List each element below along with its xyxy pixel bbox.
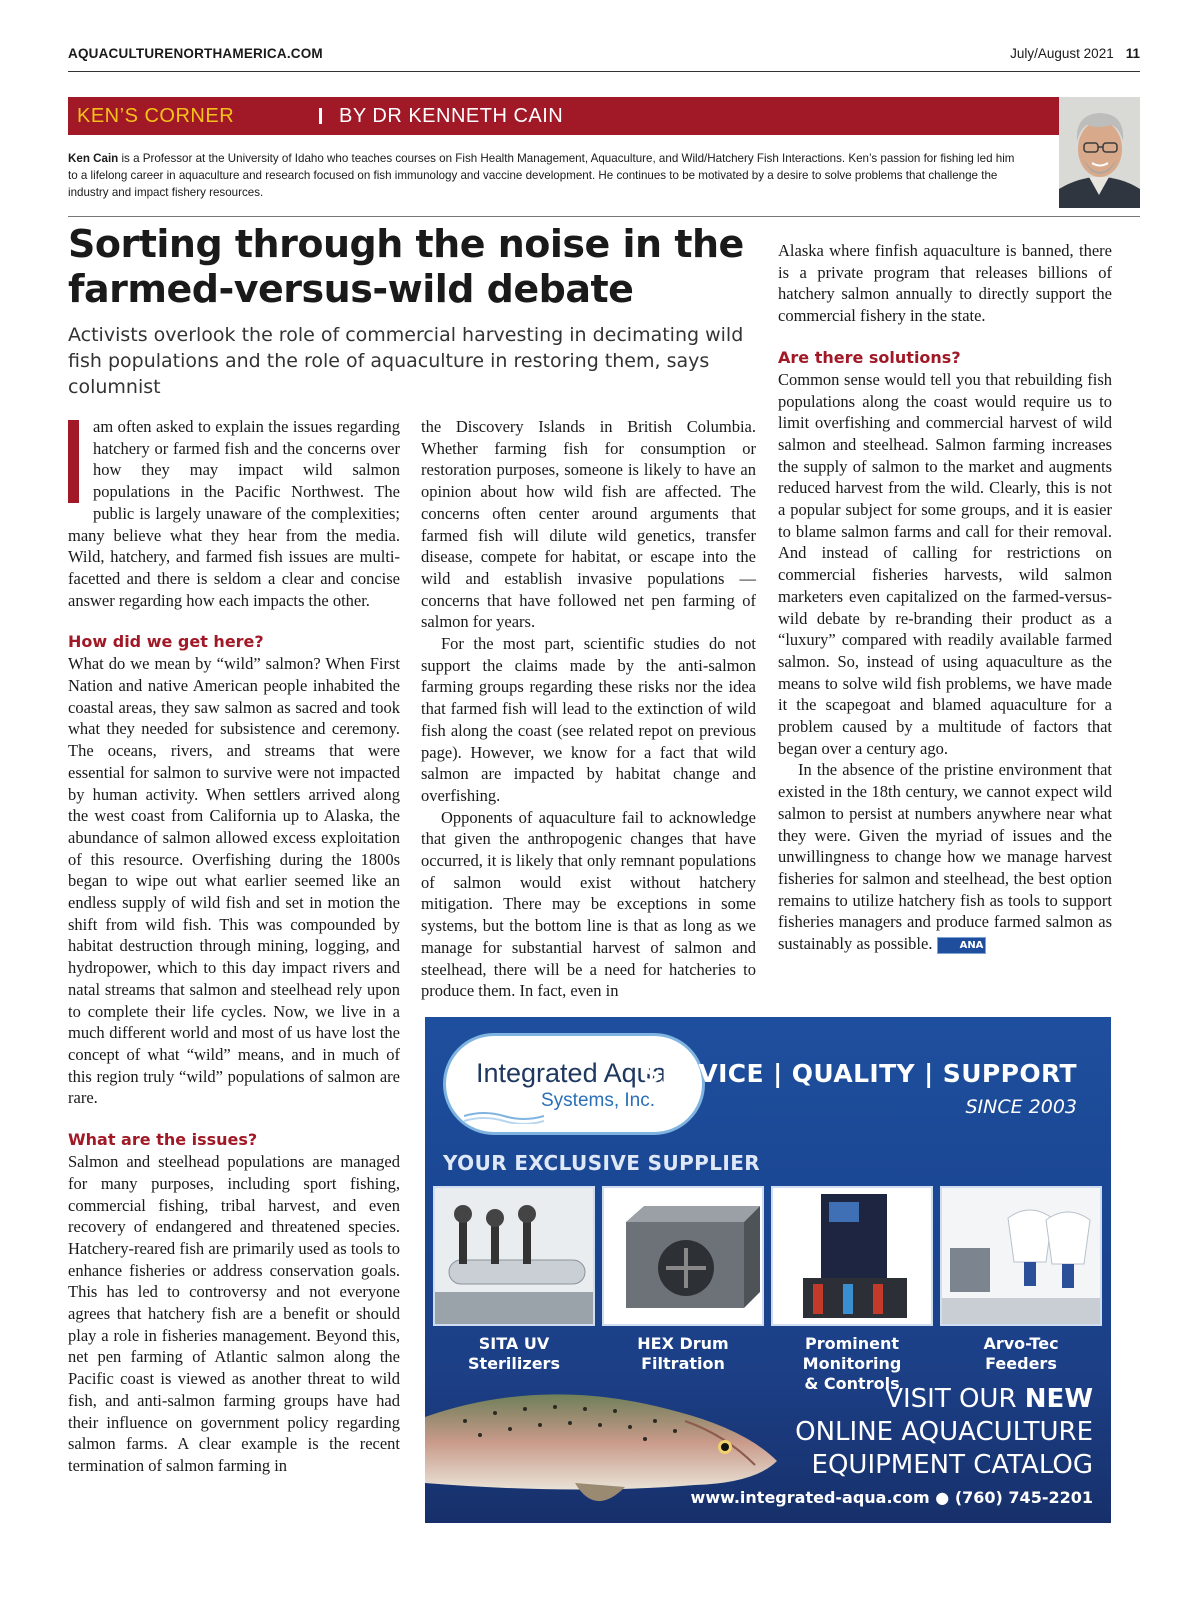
product-label-line: HEX Drum: [637, 1334, 729, 1353]
article-headline: Sorting through the noise in the farmed-versus-wild debate: [68, 222, 744, 311]
feeder-icon: [942, 1188, 1102, 1326]
product-label-line: Prominent Monitoring: [802, 1334, 902, 1373]
paragraph: the Discovery Islands in British Columbia. Whether farming fish for consumption or restoration purposes, someone is likely to have an opinion about how wild fish are affected. The concerns often center around arguments that farmed fish will dilute wild genetics, transfer disease, compete for habitat, or escape into the wild and establish invasive populations — concerns that have followed net pen farming of salmon for years.: [421, 417, 756, 632]
paragraph: For the most part, scientific studies do not support the claims made by the anti-salmon farming groups regarding these risks nor the idea that farmed fish will lead to the extinction of wild fish along the coast (see related repot on previous page). However, we know for a fact that wild salmon are impacted by habitat change and overfishing.: [421, 634, 756, 805]
product-label-line: SITA UV: [478, 1334, 550, 1353]
ad-since: SINCE 2003: [965, 1096, 1077, 1118]
banner-divider: [319, 108, 322, 124]
ad-logo-subtitle: Systems, Inc.: [541, 1090, 656, 1111]
product-label-line: Feeders: [985, 1354, 1057, 1373]
ad-contact: [691, 1488, 1093, 1507]
product-label-line: Sterilizers: [468, 1354, 560, 1373]
product-label-line: & Controls: [804, 1374, 900, 1393]
subhead-what-are-the-issues: What are the issues?: [68, 1130, 258, 1150]
visit-line-3: EQUIPMENT CATALOG: [811, 1450, 1093, 1480]
closing-text: In the absence of the pristine environment that existed in the 18th century, we cannot expect wild salmon to persist at numbers anywhere near what they were. Given the myriad of issues and the unwillingness to change how we manage harvest fisheries for salmon and steelhead, the best option remains to utilize hatchery fish as tools to support fisheries managers and produce farmed salmon as sustainably as possible.: [778, 760, 1112, 954]
paragraph: Opponents of aquaculture fail to acknowledge that given the anthropogenic changes that have occurred, it is likely that only remnant populations of salmon would exist without hatchery mitigation. There may be exceptions in some systems, but the bottom line is that as long as we manage for substantial harvest of salmon and steelhead, there will be a need for hatcheries to produce them. In fact, even in: [421, 807, 756, 1001]
ad-phone[interactable]: (760) 745-2201: [954, 1488, 1093, 1507]
end-mark-badge: ANA: [937, 937, 987, 954]
wave-icon: [464, 1110, 544, 1124]
visit-line-1: [885, 1384, 1093, 1414]
intro-text: am often asked to explain the issues regarding hatchery or farmed fish and the concerns over how they may impact wild salmon populations in the Pacific Northwest. The public is largely unaware of the complexities; many believe what they hear from the media. Wild, hatchery, and farmed fish issues are multi-facetted and there is seldom a clear and concise answer regarding how each impacts the other.: [68, 417, 400, 610]
drop-cap-i: [68, 420, 79, 503]
product-image-feeders: [940, 1186, 1102, 1326]
article-column-2: [421, 416, 756, 1002]
product-image-drum: [602, 1186, 764, 1326]
ad-visit-catalog[interactable]: [795, 1383, 1093, 1482]
uv-sterilizer-icon: [435, 1188, 595, 1326]
subhead-how-did-we-get-here: How did we get here?: [68, 632, 264, 652]
subhead-are-there-solutions: Are there solutions?: [778, 347, 961, 367]
bio-name: Ken Cain: [68, 152, 119, 165]
article-deck: Activists overlook the role of commercial harvesting in decimating wild fish populations and the role of aquaculture in restoring them, says columnist: [68, 324, 744, 398]
product-image-controls: [771, 1186, 933, 1326]
author-bio: [68, 150, 1018, 201]
product-label-line: Arvo-Tec: [983, 1334, 1059, 1353]
ad-website-link[interactable]: www.integrated-aqua.com: [690, 1488, 930, 1507]
article-column-1: [68, 416, 400, 1477]
product-image-uv: [433, 1186, 595, 1326]
paragraph: Common sense would tell you that rebuilding fish populations along the coast would require us to limit overfishing and commercial harvest of wild salmon and steelhead. Salmon farming increases the supply of salmon to the market and augments reduced harvest from the wild. Clearly, this is not a popular subject for some groups, and it is easier to blame salmon farms and call for their removal. And instead of calling for restrictions on commercial fisheries harvests, wild salmon marketers even capitalized on the farmed-versus-wild debate by re-branding their product as a “luxury” compared with readily available farmed salmon. So, instead of using aquaculture as the means to solve wild fish problems, we have made it the scapegoat and blamed aquaculture for a problem caused by a multitude of factors that began over a century ago.: [778, 369, 1112, 758]
bullet-icon: ●: [935, 1488, 950, 1507]
paragraph: Alaska where finfish aquaculture is banned, there is a private program that releases billions of hatchery salmon annually to directly support the commercial fishery in the state.: [778, 241, 1112, 326]
ad-logo-name: Integrated Aqua: [476, 1058, 667, 1088]
column-byline: BY DR KENNETH CAIN: [339, 105, 564, 127]
issue-date: [1010, 46, 1140, 61]
drum-filter-icon: [604, 1188, 764, 1326]
bio-text: is a Professor at the University of Idaho who teaches courses on Fish Health Management, Aquaculture, and Wild/Hatchery Fish Interactions. Ken’s passion for fishing led him to a lifelong career in aquaculture and research focused on fish immunology and vaccine development. He continues to be motivated by a desire to solve problems that challenge the industry and impact fishery resources.: [68, 152, 1015, 199]
control-panel-icon: [773, 1188, 933, 1326]
product-label-feeders: [940, 1334, 1102, 1374]
issue-label: July/August 2021: [1010, 46, 1114, 61]
site-url[interactable]: AQUACULTURENORTHAMERICA.COM: [68, 46, 323, 61]
intro-paragraph: [68, 416, 400, 611]
author-portrait-icon: [1059, 97, 1140, 208]
author-photo: [1059, 97, 1140, 208]
closing-paragraph: [778, 759, 1112, 954]
visit-line-1-text: VISIT OUR: [885, 1384, 1025, 1414]
running-header: [68, 44, 1140, 72]
visit-line-2: ONLINE AQUACULTURE: [795, 1417, 1093, 1447]
advertisement[interactable]: [425, 1017, 1111, 1523]
paragraph: Salmon and steelhead populations are managed for many purposes, including sport fishing, commercial fishing, tribal harvest, and even recovery of endangered and threatened species. Hatchery-reared fish are primarily used as tools to enhance fisheries or address conservation goals. This has led to controversy and not everyone agrees that hatchery fish are a benefit or should play a role in fisheries management. Beyond this, net pen farming of Atlantic salmon along the Pacific coast is viewed as another threat to wild fish, and anti-salmon farming groups have had their influence on government policy regarding salmon farms. A clear example is the recent termination of salmon farming in: [68, 1152, 400, 1475]
product-label-line: Filtration: [641, 1354, 725, 1373]
visit-line-1-bold: NEW: [1024, 1384, 1093, 1414]
paragraph: What do we mean by “wild” salmon? When First Nation and native American people inhabited the coastal areas, they saw salmon as sacred and took what they needed for subsistence and ceremony. The oceans, rivers, and streams that were essential for salmon to survive were not impacted by human activity. When settlers arrived along the west coast from California up to Alaska, the abundance of salmon allowed excess exploitation of this resource. Overfishing during the 1800s began to wipe out what earlier seemed like an endless supply of wild fish and set in motion the shift from wild fish. This was compounded by habitat destruction through mining, logging, and hydropower, which to this day impact rivers and natal streams that salmon and steelhead rely upon to complete their life cycles. Now, we live in a much different world and most of us have lost the concept of what “wild” means, and in much of this region truly “wild” populations of salmon are rare.: [68, 654, 400, 1108]
column-title: KEN’S CORNER: [77, 105, 235, 127]
banner-rule: [68, 216, 1140, 217]
ad-tagline: SERVICE | QUALITY | SUPPORT: [642, 1059, 1077, 1088]
ad-exclusive-supplier: YOUR EXCLUSIVE SUPPLIER: [443, 1151, 761, 1175]
page-number: 11: [1125, 46, 1140, 61]
article-column-3: [778, 240, 1112, 955]
column-banner: [68, 97, 1060, 135]
